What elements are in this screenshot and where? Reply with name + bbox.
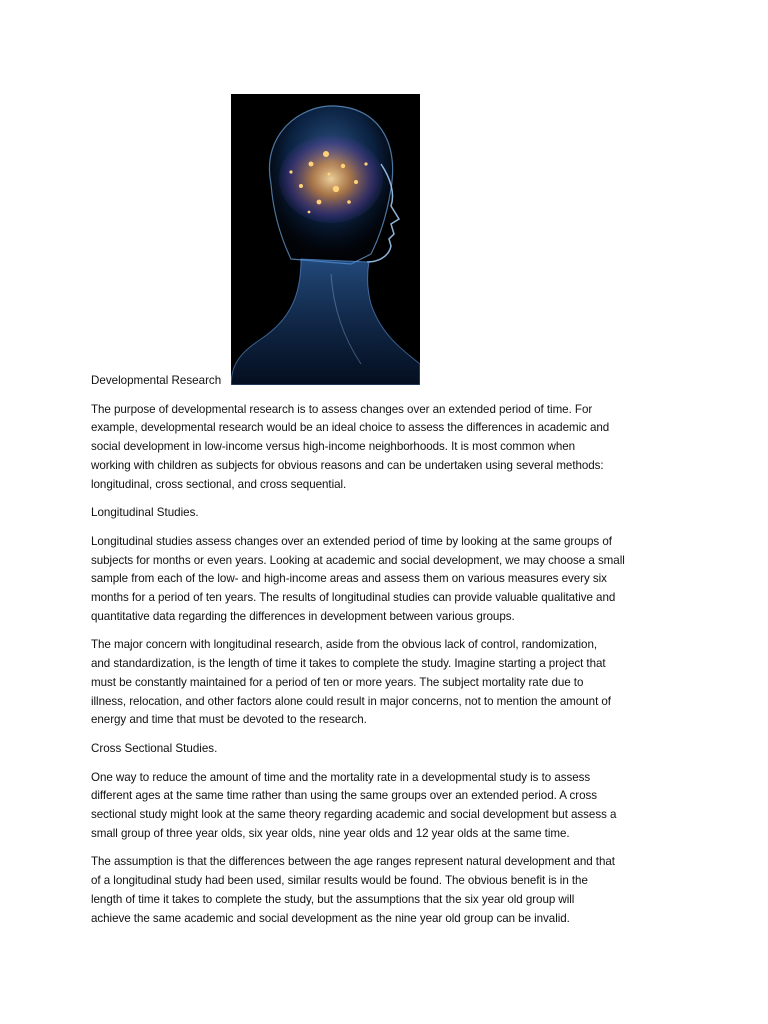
text-line: must be constantly maintained for a period of ten or more years. The subject mortality rate due to	[91, 675, 584, 689]
section-heading-longitudinal: Longitudinal Studies.	[91, 506, 199, 520]
text-line: different ages at the same time rather than using the same groups over an extended period. A cross	[91, 789, 597, 803]
text-line: small group of three year olds, six year olds, nine year olds and 12 year olds at the same time.	[91, 826, 570, 840]
paragraph-developmental-purpose	[91, 401, 691, 495]
paragraph-longitudinal-definition	[91, 533, 691, 627]
text-line: working with children as subjects for obvious reasons and can be undertaken using several methods:	[91, 458, 604, 472]
paragraph-cross-sectional-assumption	[91, 853, 691, 928]
text-line: social development in low-income versus high-income neighborhoods. It is most common when	[91, 440, 576, 454]
text-line: quantitative data regarding the differences in development between various groups.	[91, 609, 515, 623]
text-line: subjects for months or even years. Looking at academic and social development, we may choose a small	[91, 553, 625, 567]
text-line: The assumption is that the differences between the age ranges represent natural development and that	[91, 855, 615, 869]
brain-illustration	[231, 94, 420, 385]
text-line: sample from each of the low- and high-income areas and assess them on various measures every six	[91, 572, 607, 586]
text-line: months for a period of ten years. The results of longitudinal studies can provide valuable qualitative and	[91, 591, 616, 605]
text-line: example, developmental research would be an ideal choice to assess the differences in academic and	[91, 421, 610, 435]
text-line: length of time it takes to complete the study, but the assumptions that the six year old group will	[91, 892, 575, 906]
text-line: energy and time that must be devoted to the research.	[91, 713, 367, 727]
text-line: and standardization, is the length of time it takes to complete the study. Imagine starting a project that	[91, 657, 606, 671]
text-line: of a longitudinal study had been used, similar results would be found. The obvious benefit is in the	[91, 874, 588, 888]
text-line: The major concern with longitudinal research, aside from the obvious lack of control, randomization,	[91, 638, 598, 652]
glowing-brain-head-icon	[231, 94, 420, 385]
text-line: achieve the same academic and social development as the nine year old group can be invalid.	[91, 911, 570, 925]
text-line: illness, relocation, and other factors alone could result in major concerns, not to mention the amount of	[91, 694, 611, 708]
text-line: Longitudinal studies assess changes over an extended period of time by looking at the same groups of	[91, 534, 612, 548]
text-line: The purpose of developmental research is to assess changes over an extended period of time. For	[91, 402, 593, 416]
text-line: sectional study might look at the same theory regarding academic and social development but assess a	[91, 808, 617, 822]
section-heading-developmental-research: Developmental Research	[91, 374, 222, 387]
document-body	[91, 372, 691, 938]
paragraph-cross-sectional-definition	[91, 769, 691, 844]
section-heading-cross-sectional: Cross Sectional Studies.	[91, 741, 218, 755]
text-line: longitudinal, cross sectional, and cross sequential.	[91, 477, 347, 491]
text-line: One way to reduce the amount of time and the mortality rate in a developmental study is to assess	[91, 770, 591, 784]
paragraph-longitudinal-concerns	[91, 636, 691, 730]
